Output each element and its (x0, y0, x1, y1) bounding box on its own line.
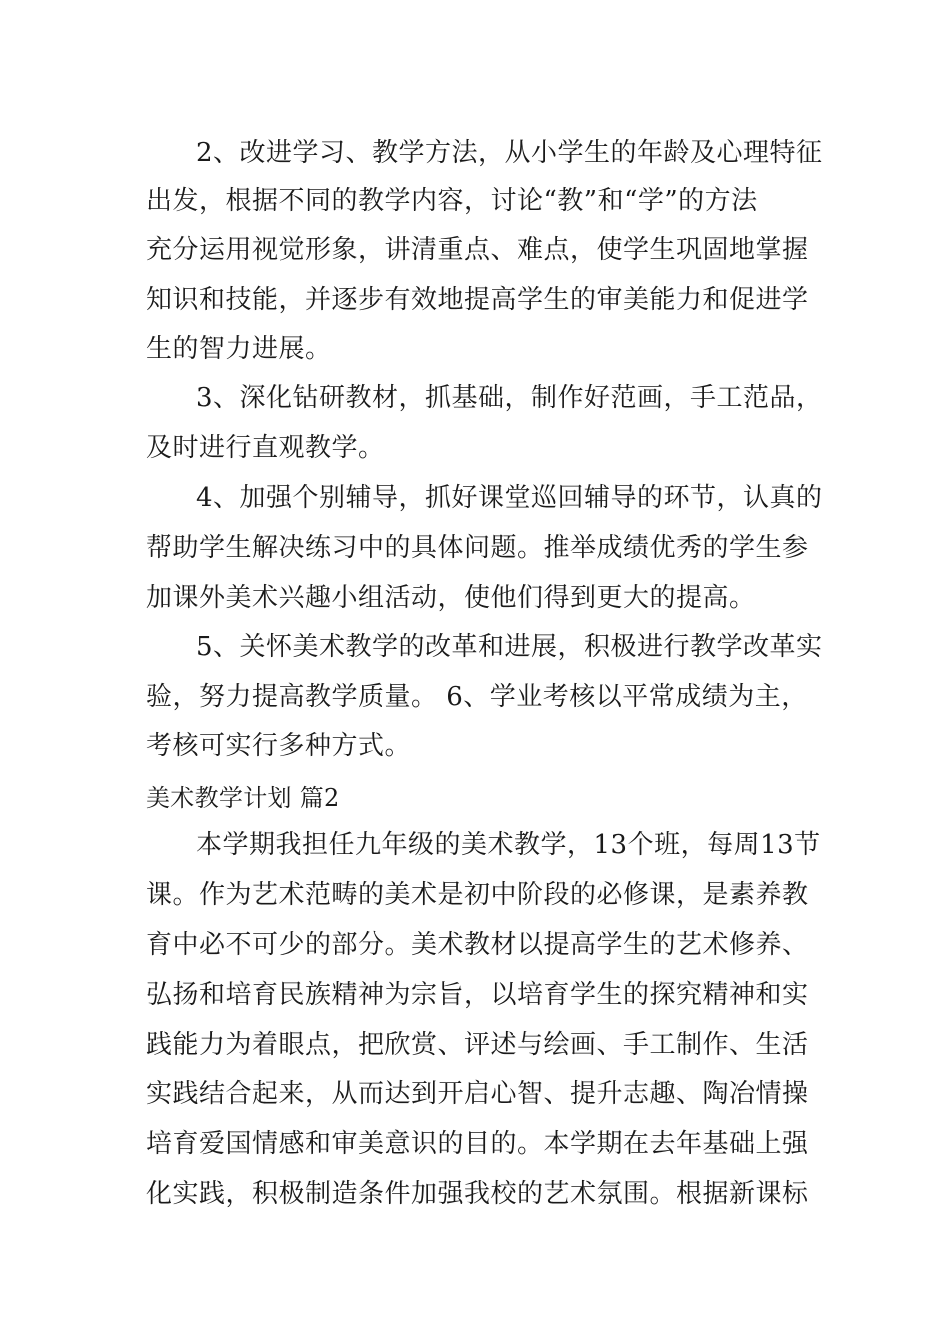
text-line: 化实践，积极制造条件加强我校的艺术氛围。根据新课标 (146, 1179, 809, 1209)
text-line: 充分运用视觉形象，讲清重点、难点，使学生巩固地掌握 (146, 235, 809, 265)
section-heading: 美术教学计划 篇2 (146, 784, 340, 812)
text-line: 5、关怀美术教学的改革和进展，积极进行教学改革实 (196, 632, 823, 662)
text-line: 验，努力提高教学质量。 6、学业考核以平常成绩为主， (146, 682, 808, 712)
text-line: 出发，根据不同的教学内容，讨论“教”和“学”的方法 (146, 186, 758, 216)
text-line: 3、深化钻研教材，抓基础，制作好范画，手工范品， (196, 383, 823, 413)
text-line: 加课外美术兴趣小组活动，使他们得到更大的提高。 (146, 583, 756, 613)
text-line: 考核可实行多种方式。 (146, 731, 412, 761)
text-line: 及时进行直观教学。 (146, 433, 385, 463)
text-line: 培育爱国情感和审美意识的目的。本学期在去年基础上强 (146, 1129, 809, 1159)
text-line: 生的智力进展。 (146, 334, 332, 364)
text-line: 4、加强个别辅导，抓好课堂巡回辅导的环节，认真的 (196, 483, 823, 513)
text-line: 帮助学生解决练习中的具体问题。推举成绩优秀的学生参 (146, 533, 809, 563)
text-line: 践能力为着眼点，把欣赏、评述与绘画、手工制作、生活 (146, 1030, 809, 1060)
text-line: 知识和技能，并逐步有效地提高学生的审美能力和促进学 (146, 285, 809, 315)
text-line: 2、改进学习、教学方法，从小学生的年龄及心理特征 (196, 138, 823, 168)
text-line: 课。作为艺术范畴的美术是初中阶段的必修课，是素养教 (146, 880, 809, 910)
text-line: 本学期我担任九年级的美术教学，13个班，每周13节 (196, 830, 821, 860)
text-line: 弘扬和培育民族精神为宗旨，以培育学生的探究精神和实 (146, 980, 809, 1010)
text-line: 实践结合起来，从而达到开启心智、提升志趣、陶冶情操 (146, 1079, 809, 1109)
text-line: 育中必不可少的部分。美术教材以提高学生的艺术修养、 (146, 930, 809, 960)
